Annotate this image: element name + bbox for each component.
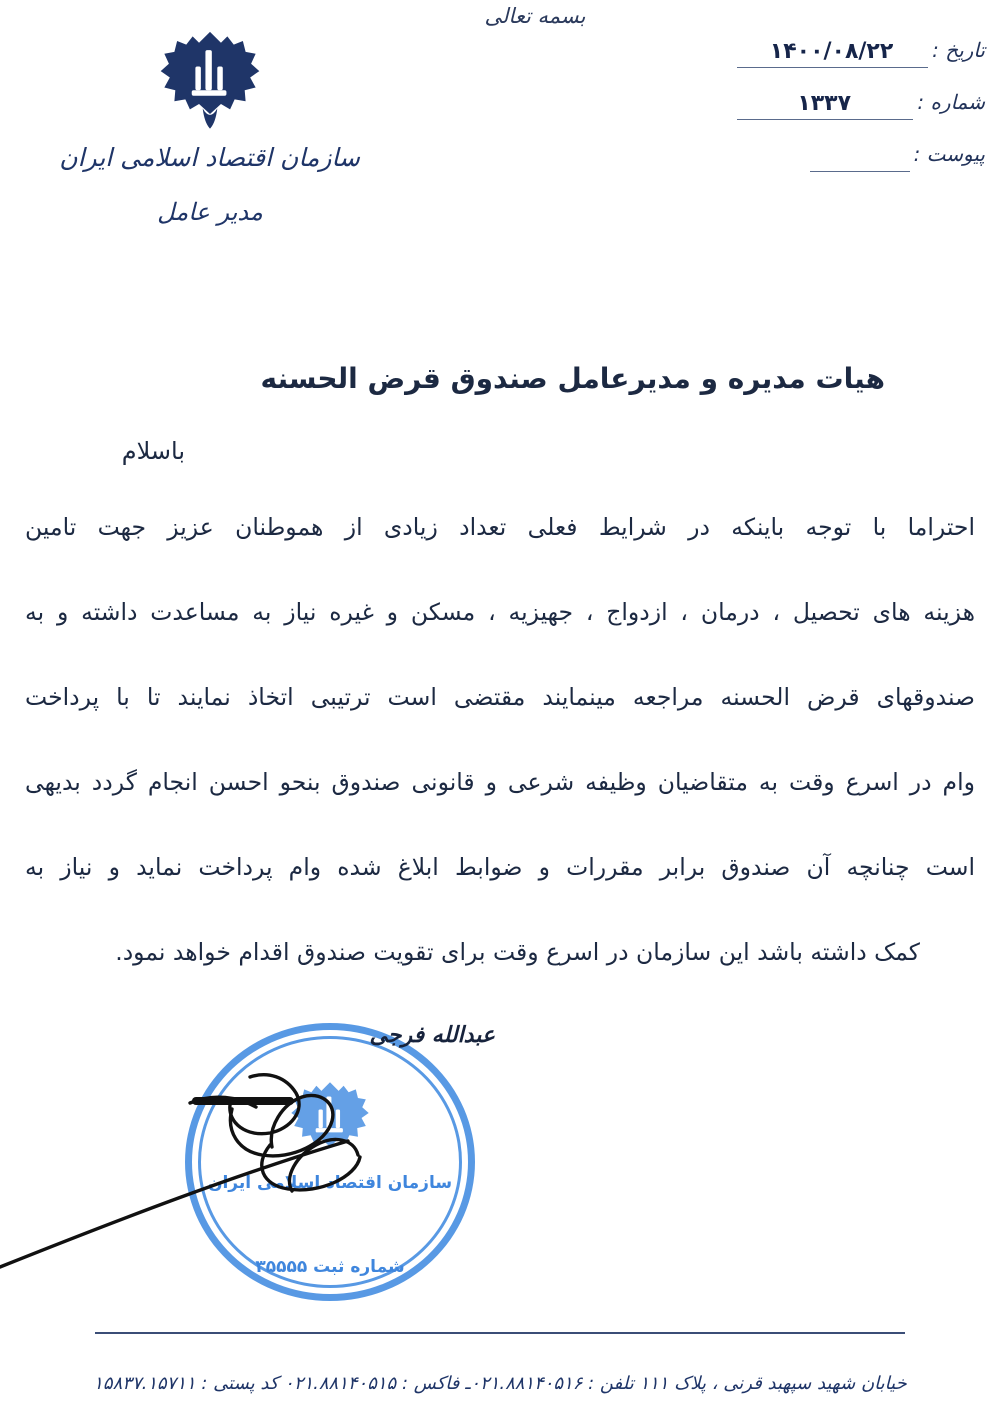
date-rule [737,67,928,68]
bismillah-text: بسمه تعالی [484,4,586,28]
body-line: هزینه های تحصیل ، درمان ، ازدواج ، جهیزیه ، مسکن و غیره نیاز به مساعدت داشته و به [25,598,975,626]
official-stamp [185,1023,475,1301]
number-value-wrap [735,88,913,126]
date-label: تاریخ : [932,38,985,62]
number-value: ۱۳۳۷ [797,91,852,116]
letter-body [25,485,975,995]
date-value: ۱۴۰۰/۰۸/۲۲ [769,39,894,64]
attachment-rule [810,171,910,172]
number-field-row [735,88,985,140]
number-label: شماره : [917,90,985,114]
date-field-row [735,36,985,88]
salutation-line: باسلام [121,437,185,465]
signer-name: عبدالله فرجی [369,1023,495,1048]
body-line: وام در اسرع وقت به متقاضیان وظیفه شرعی و قانونی صندوق بنحو احسن انجام گردد بدیهی [25,768,975,796]
addressee-line: هیات مدیره و مدیرعامل صندوق قرض الحسنه [260,362,885,395]
pa-emblem-icon [155,30,265,135]
attachment-value-wrap [805,140,910,178]
organization-logo-block [60,30,360,226]
footer-divider [95,1332,905,1334]
number-rule [737,119,913,120]
signature-area [175,1005,535,1315]
stamp-organization-text: سازمان اقتصاد اسلامی ایران [207,1173,453,1193]
stamp-emblem-icon [287,1079,373,1165]
attachment-label: پیوست : [913,142,985,166]
stamp-registration-text: شماره ثبت ۳۵۵۵۵ [255,1257,405,1277]
body-line: احتراما با توجه باینکه در شرایط فعلی تعداد زیادی از هموطنان عزیز جهت تامین [25,513,975,541]
organization-name: سازمان اقتصاد اسلامی ایران [59,143,360,172]
date-value-wrap [735,36,928,74]
letterhead [0,0,1000,270]
meta-fields [735,36,985,192]
footer-contact-line: خیابان شهید سپهبد قرنی ، پلاک ۱۱۱ تلفن : ۰۲۱.۸۸۱۴۰۵۱۶ـ فاکس : ۰۲۱.۸۸۱۴۰۵۱۵ کد پستی : ۱۵۸۳۷.۱۵۷۱۱ [93,1373,907,1394]
body-line: کمک داشته باشد این سازمان در اسرع وقت برای تقویت صندوق اقدام خواهد نمود. [115,938,920,966]
body-line: است چنانچه آن صندوق برابر مقررات و ضوابط ابلاغ شده وام پرداخت نماید و نیاز به [25,853,975,881]
body-line: صندوقهای قرض الحسنه مراجعه مینمایند مقتضی است ترتیبی اتخاذ نمایند تا با پرداخت [25,683,975,711]
attachment-field-row [735,140,985,192]
role-title: مدیر عامل [157,198,263,226]
